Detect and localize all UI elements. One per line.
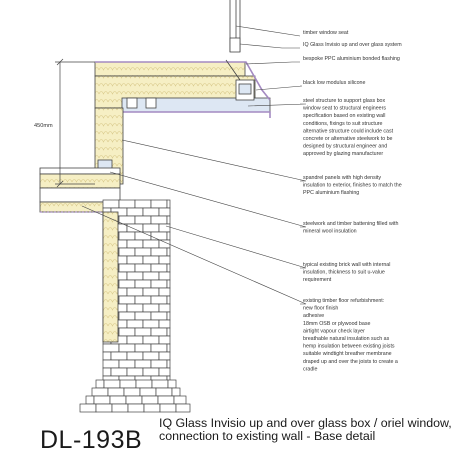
brick (143, 224, 159, 232)
brick (143, 352, 159, 360)
brick (159, 256, 170, 264)
brick (151, 232, 167, 240)
brick (167, 360, 170, 368)
annotation-line: adhesive (303, 313, 325, 320)
brick (143, 336, 159, 344)
leader-line (122, 140, 306, 181)
annotation-labels (303, 30, 402, 372)
brick (167, 344, 170, 352)
existing-brick-wall (80, 200, 190, 412)
brick (168, 380, 176, 388)
brick (142, 396, 158, 404)
annotation-line: bespoke PPC aluminium bonded flashing (303, 56, 400, 62)
brick (167, 296, 170, 304)
brick (127, 256, 143, 264)
brick (135, 248, 151, 256)
brick (143, 288, 159, 296)
brick (159, 288, 170, 296)
annotation-line: concrete or alternative steelwork to be (303, 136, 393, 142)
brick (80, 404, 96, 412)
brick (151, 312, 167, 320)
brick (135, 344, 151, 352)
annotation-line: breathable natural insulation such as (303, 336, 390, 342)
annotation-line: steelwork and timber battening filled with (303, 221, 399, 227)
brick (104, 380, 120, 388)
brick (159, 208, 170, 216)
drawing-title: IQ Glass Invisio up and over glass box / oriel window, connection to existing wall - Base detail (159, 416, 452, 444)
annotation-line: window seat to structural engineers (303, 105, 387, 112)
brick (151, 328, 167, 336)
annotation-line: 18mm OSB or plywood base (303, 320, 371, 327)
brick (103, 352, 111, 360)
brick (119, 248, 135, 256)
annotation-line: existing timber floor refurbishment: (303, 298, 385, 304)
brick (159, 224, 170, 232)
brick (151, 360, 167, 368)
brick (128, 404, 144, 412)
brick (174, 396, 186, 404)
brick (127, 208, 143, 216)
brick (135, 264, 151, 272)
brick (119, 216, 135, 224)
brick (167, 200, 170, 208)
brick (103, 360, 119, 368)
brick (176, 404, 190, 412)
brick (86, 396, 94, 404)
brick (159, 320, 170, 328)
leader-line (246, 62, 300, 64)
brick (96, 380, 104, 388)
brick (124, 388, 140, 396)
dimension-label: 450mm (34, 123, 53, 129)
glass-system (230, 0, 240, 52)
annotation-line: airtight vapour check layer (303, 328, 365, 335)
brick (159, 304, 170, 312)
brick (127, 272, 143, 280)
brick (119, 232, 135, 240)
brick (143, 208, 159, 216)
brick (127, 288, 143, 296)
annotation-line: insulation, thickness to suit u-value (303, 269, 385, 276)
brick (127, 320, 143, 328)
annotation-line: steel structure to support glass box (303, 98, 386, 104)
brick (135, 280, 151, 288)
annotation-line: insulation to exterior, finishes to match the (303, 182, 402, 189)
leader-line (166, 226, 306, 268)
annotation-line: spandrel panels with high density (303, 175, 382, 181)
brick (151, 200, 167, 208)
brick (167, 328, 170, 336)
annotation-line: draped up and over the joists to create a (303, 358, 398, 365)
brick (151, 248, 167, 256)
brick (143, 320, 159, 328)
brick (119, 296, 135, 304)
brick (135, 312, 151, 320)
brick (119, 328, 135, 336)
brick (135, 216, 151, 224)
brick (152, 380, 168, 388)
brick (151, 344, 167, 352)
brick (151, 280, 167, 288)
brick (103, 344, 119, 352)
brick (167, 280, 170, 288)
brick (127, 224, 143, 232)
brick (119, 280, 135, 288)
leader-line (240, 44, 300, 48)
brick (119, 360, 135, 368)
annotation-line: mineral wool insulation (303, 228, 357, 235)
brick (151, 264, 167, 272)
brick (135, 328, 151, 336)
brick (92, 388, 108, 396)
brick (158, 396, 174, 404)
brick (159, 336, 170, 344)
brick (136, 380, 152, 388)
annotation-line: hemp insulation between existing joists (303, 343, 395, 350)
internal-insulation (103, 212, 118, 342)
brick (151, 216, 167, 224)
annotation-line: black low modulus silicone (303, 80, 366, 86)
brick (172, 388, 180, 396)
brick (103, 368, 111, 376)
annotation-line: cradle (303, 366, 318, 373)
brick (135, 296, 151, 304)
brick (167, 264, 170, 272)
brick (111, 352, 127, 360)
brick (126, 396, 142, 404)
brick (112, 404, 128, 412)
annotation-line: alternative structure could include cast (303, 128, 394, 135)
brick (143, 240, 159, 248)
brick (111, 368, 127, 376)
annotation-line: conditions, fixings to suit structure (303, 120, 383, 127)
brick (127, 352, 143, 360)
annotation-line: IQ Glass Invisio up and over glass system (303, 42, 402, 48)
brick (143, 304, 159, 312)
annotation-line: PPC aluminium flashing (303, 190, 360, 197)
brick (120, 380, 136, 388)
brick (108, 388, 124, 396)
brick (143, 272, 159, 280)
brick (159, 352, 170, 360)
annotation-line: requirement (303, 277, 332, 284)
brick (119, 200, 135, 208)
brick (127, 240, 143, 248)
annotation-line: timber window seat (303, 30, 349, 36)
brick (119, 312, 135, 320)
brick (135, 360, 151, 368)
brick (119, 264, 135, 272)
brick (167, 248, 170, 256)
brick (110, 396, 126, 404)
leader-line (256, 86, 302, 90)
timber-window-seat (95, 62, 245, 76)
brick (94, 396, 110, 404)
brick (143, 256, 159, 264)
brick (144, 404, 160, 412)
annotation-line: suitable windtight breather membrane (303, 351, 392, 358)
brick (135, 232, 151, 240)
annotation-line: specification based on existing wall (303, 113, 386, 120)
brick (143, 368, 159, 376)
brick (160, 404, 176, 412)
annotation-line: new floor finish (303, 305, 339, 312)
brick (135, 200, 151, 208)
brick (140, 388, 156, 396)
brick (151, 296, 167, 304)
brick (156, 388, 172, 396)
brick (119, 344, 135, 352)
brick (96, 404, 112, 412)
brick (167, 216, 170, 224)
annotation-line: typical existing brick wall with internal (303, 262, 391, 268)
leader-line (236, 26, 300, 36)
brick (159, 368, 170, 376)
annotation-line: approved by glazing manufacturer (303, 151, 384, 158)
annotation-line: designed by structural engineer and (303, 143, 388, 150)
brick (127, 336, 143, 344)
brick (127, 368, 143, 376)
brick (167, 232, 170, 240)
brick (159, 272, 170, 280)
drawing-code: DL-193B (40, 426, 143, 454)
brick (103, 200, 119, 208)
brick (167, 312, 170, 320)
brick (127, 304, 143, 312)
